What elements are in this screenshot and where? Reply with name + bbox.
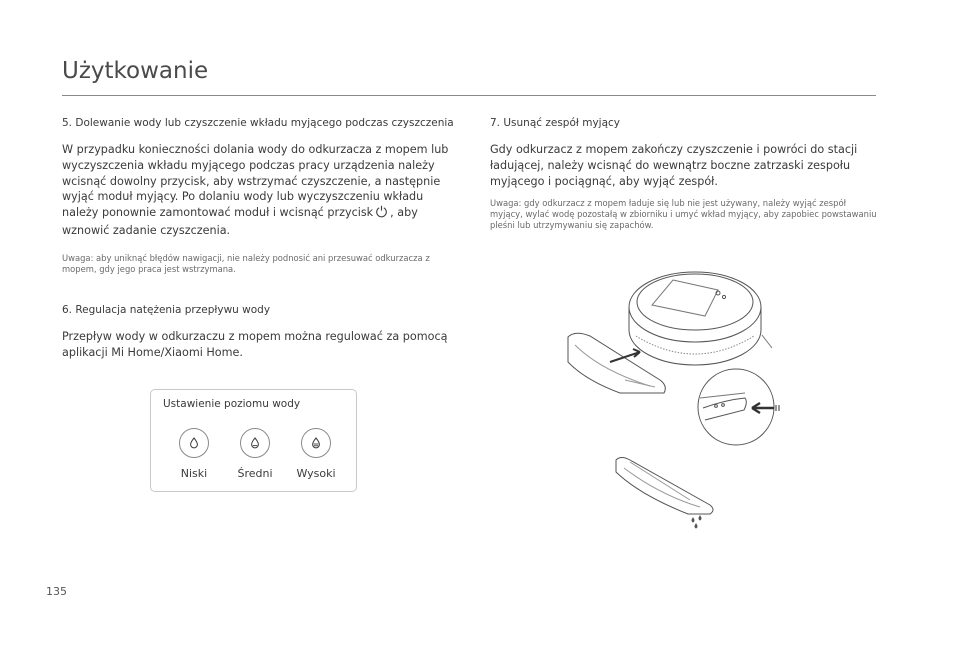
- section-5-body: [62, 142, 462, 239]
- water-level-panel: [150, 389, 357, 492]
- water-level-low[interactable]: [164, 428, 224, 480]
- section-5-body-text: W przypadku konieczności dolania wody do odkurzacza z mopem lub wyczyszczenia wkładu myjącego podczas pracy urządzenia należy wcisnąć dowolny przycisk, aby wstrzymać czyszczenie, a następnie wyjąć moduł myjący. Po dolaniu wody lub wyczyszczeniu wkładu należy ponownie zamontować moduł i wcisnąć przycisk: [62, 143, 449, 220]
- water-level-medium-label: Średni: [237, 467, 273, 480]
- title-divider: [62, 95, 876, 96]
- section-6-body: Przepływ wody w odkurzaczu z mopem można regulować za pomocą aplikacji Mi Home/Xiaomi Home.: [62, 329, 448, 359]
- water-drop-medium-icon[interactable]: [240, 428, 270, 458]
- page-number: 135: [46, 585, 67, 598]
- water-drop-high-icon[interactable]: [301, 428, 331, 458]
- panel-title: Ustawienie poziomu wody: [163, 398, 301, 410]
- section-7-body: Gdy odkurzacz z mopem zakończy czyszczenie i powróci do stacji ładującej, należy wcisnąć do wewnątrz boczne zatrzaski zespołu myjącego i pociągnąć, aby wyjąć zespół.: [490, 143, 858, 188]
- robot-mop-removal-illustration: [540, 270, 785, 539]
- water-level-high-label: Wysoki: [296, 467, 336, 480]
- section-7-heading: 7. Usunąć zespół myjący: [490, 117, 620, 129]
- section-7-note: Uwaga: gdy odkurzacz z mopem ładuje się lub nie jest używany, należy wyjąć zespół myjący, wylać wodę pozostałą w zbiorniku i umyć wkład myjący, aby zapobiec powstawaniu pleśni lub utrzymywaniu się zapachów.: [490, 198, 877, 231]
- page-title: Użytkowanie: [62, 58, 209, 84]
- water-level-medium[interactable]: [225, 428, 285, 480]
- power-icon: [375, 205, 388, 223]
- water-drop-low-icon[interactable]: [179, 428, 209, 458]
- section-6-heading: 6. Regulacja natężenia przepływu wody: [62, 303, 271, 316]
- right-column: [490, 116, 880, 231]
- water-level-low-label: Niski: [180, 467, 208, 480]
- water-level-high[interactable]: [286, 428, 346, 480]
- section-5-heading: 5. Dolewanie wody lub czyszczenie wkładu myjącego podczas czyszczenia: [62, 117, 454, 129]
- section-5-note: Uwaga: aby uniknąć błędów nawigacji, nie należy podnosić ani przesuwać odkurzacza z mopem, gdy jego praca jest wstrzymana.: [62, 252, 430, 274]
- section-5-body-end: , aby wznowić zadanie czyszczenia.: [62, 206, 418, 237]
- left-column: [62, 116, 462, 360]
